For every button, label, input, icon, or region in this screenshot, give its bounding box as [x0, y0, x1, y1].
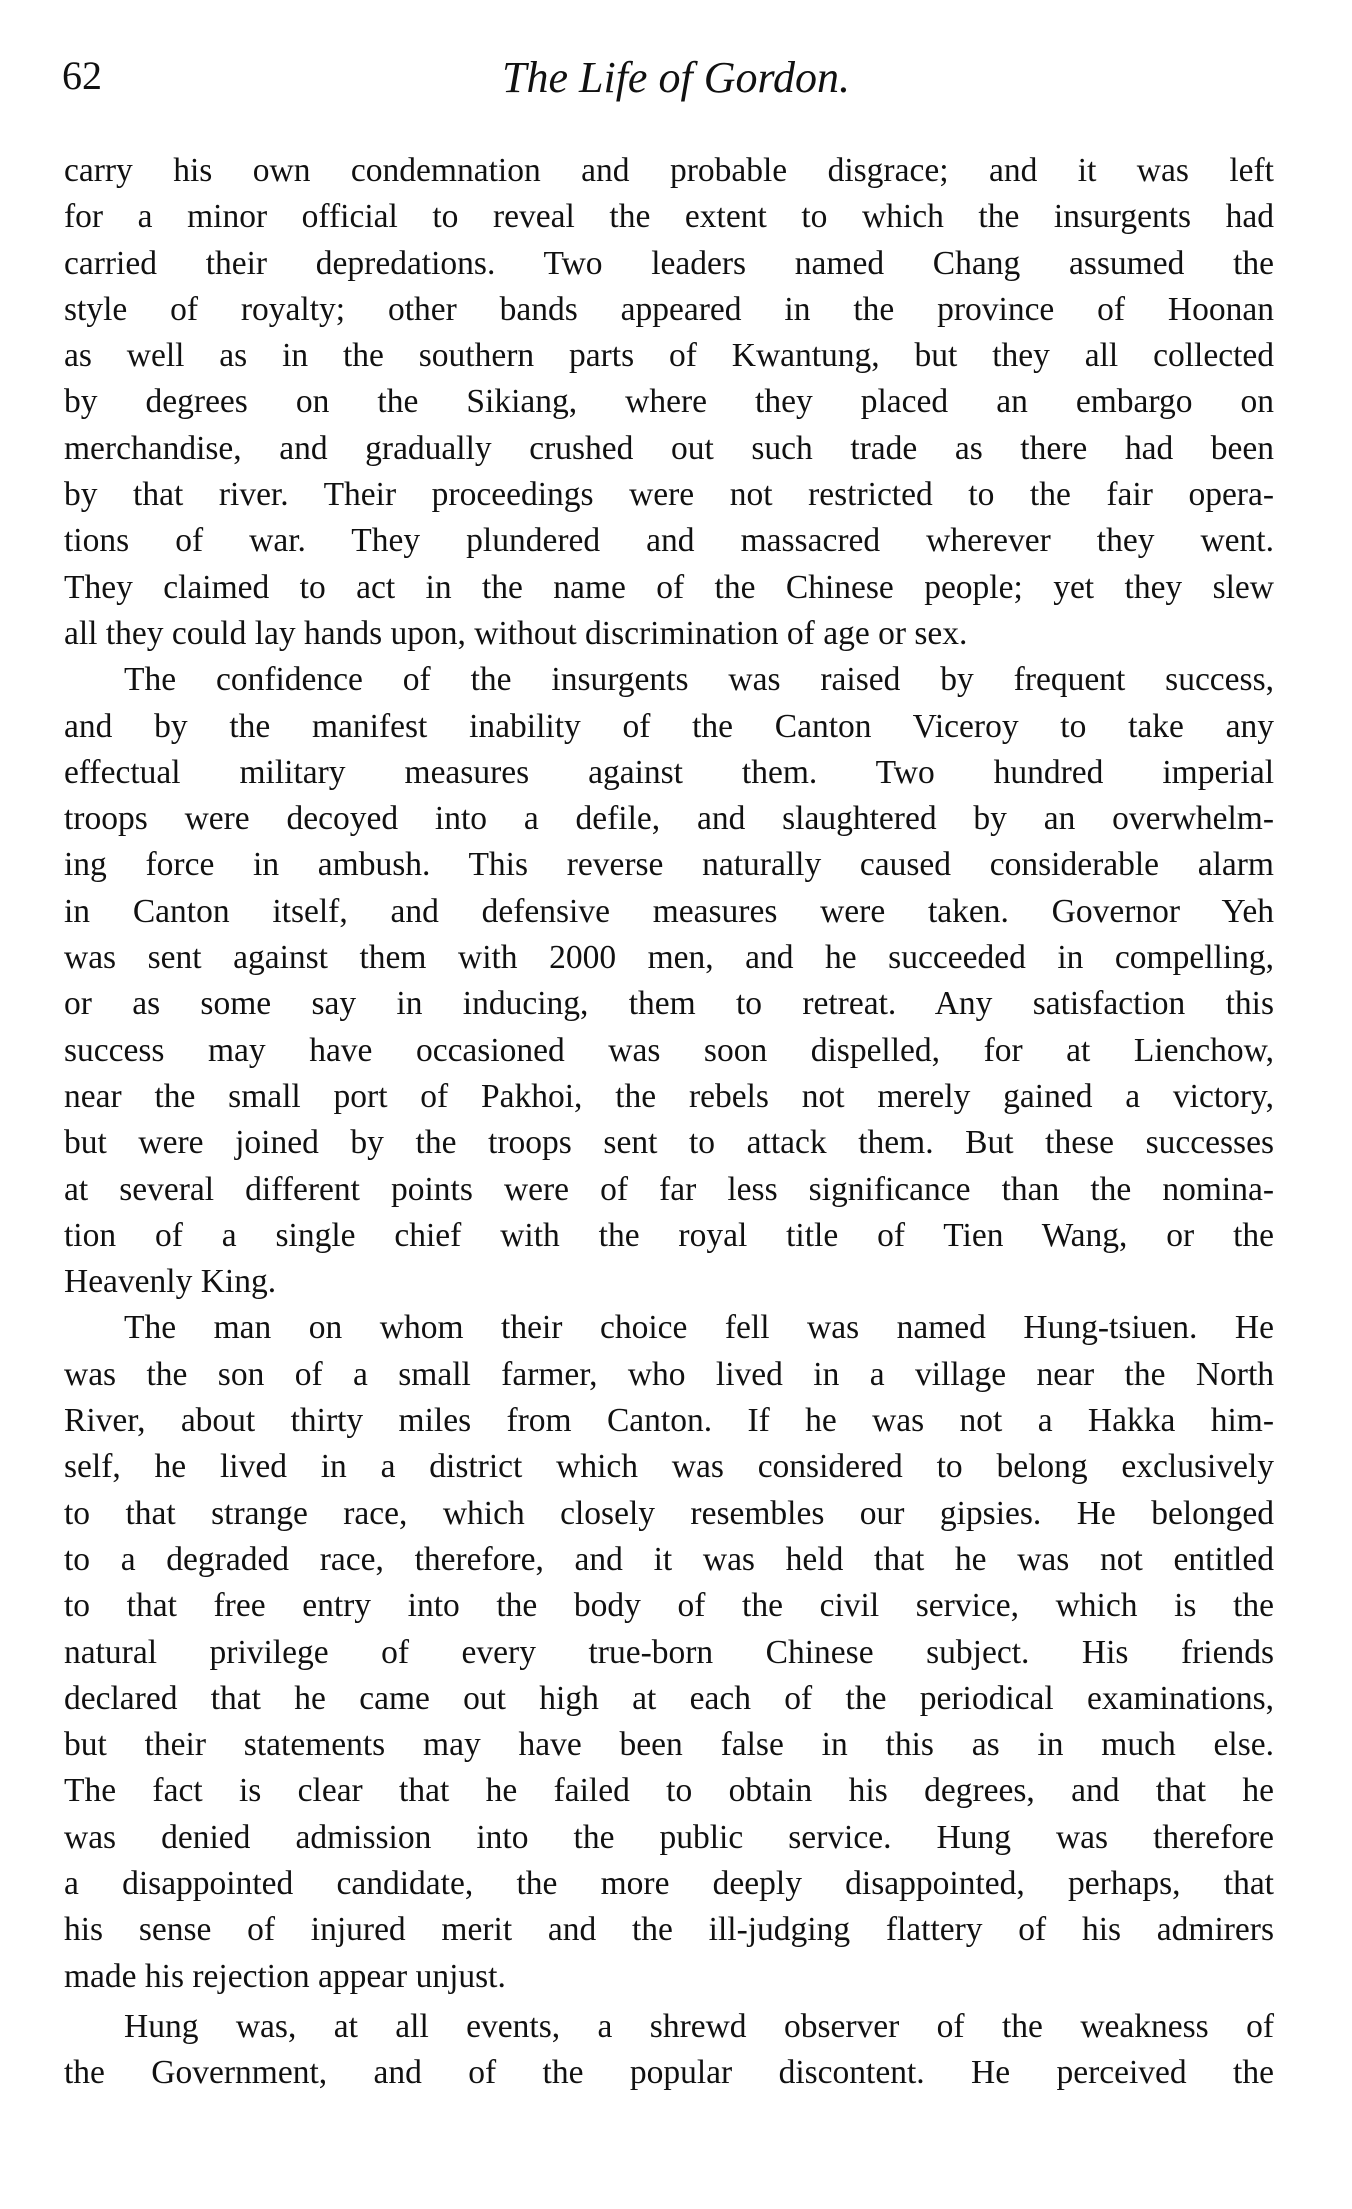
text-line: troops were decoyed into a defile, and slaughtered by an overwhelm- [64, 800, 1274, 838]
text-line: his sense of injured merit and the ill-judging flattery of his admirers [64, 1911, 1274, 1949]
text-line: tions of war. They plundered and massacred wherever they went. [64, 522, 1274, 560]
text-line: tion of a single chief with the royal title of Tien Wang, or the [64, 1216, 1274, 1254]
text-line: The fact is clear that he failed to obtain his degrees, and that he [64, 1772, 1274, 1810]
paragraph [64, 1305, 1274, 1999]
text-line: but were joined by the troops sent to attack them. But these successes [64, 1124, 1274, 1162]
text-line: The man on whom their choice fell was named Hung-tsiuen. He [124, 1309, 1274, 1347]
text-line: natural privilege of every true-born Chinese subject. His friends [64, 1633, 1274, 1671]
text-line: in Canton itself, and defensive measures were taken. Governor Yeh [64, 892, 1274, 930]
text-line: for a minor official to reveal the extent to which the insurgents had [64, 198, 1274, 236]
text-line: by that river. Their proceedings were not restricted to the fair opera- [64, 476, 1274, 514]
text-line: and by the manifest inability of the Canton Viceroy to take any [64, 707, 1274, 745]
text-line: near the small port of Pakhoi, the rebels not merely gained a victory, [64, 1077, 1274, 1115]
text-line: Hung was, at all events, a shrewd observer of the weakness of [124, 2007, 1274, 2045]
running-title: The Life of Gordon. [502, 53, 850, 102]
text-line: to that strange race, which closely resembles our gipsies. He belonged [64, 1494, 1274, 1532]
text-line: Heavenly King. [64, 1263, 277, 1301]
text-line: merchandise, and gradually crushed out such trade as there had been [64, 429, 1274, 467]
text-line: at several different points were of far less significance than the nomina- [64, 1170, 1274, 1208]
paragraph [64, 657, 1274, 1305]
text-line: by degrees on the Sikiang, where they placed an embargo on [64, 383, 1274, 421]
text-line: The confidence of the insurgents was raised by frequent success, [124, 661, 1274, 699]
body-text [64, 148, 1274, 2096]
text-line: self, he lived in a district which was considered to belong exclusively [64, 1448, 1274, 1486]
text-line: all they could lay hands upon, without discrimination of age or sex. [64, 614, 968, 652]
text-line: to a degraded race, therefore, and it was held that he was not entitled [64, 1540, 1274, 1578]
text-line: as well as in the southern parts of Kwantung, but they all collected [64, 337, 1274, 375]
text-line: or as some say in inducing, them to retreat. Any satisfaction this [64, 985, 1274, 1023]
text-line: success may have occasioned was soon dispelled, for at Lienchow, [64, 1031, 1274, 1069]
text-line: a disappointed candidate, the more deeply disappointed, perhaps, that [64, 1864, 1274, 1902]
text-line: style of royalty; other bands appeared in the province of Hoonan [64, 290, 1274, 328]
paragraph [64, 2004, 1274, 2097]
text-line: was denied admission into the public service. Hung was therefore [64, 1818, 1274, 1856]
page-number: 62 [62, 53, 102, 98]
text-line: ing force in ambush. This reverse naturally caused considerable alarm [64, 846, 1274, 884]
text-line: They claimed to act in the name of the Chinese people; yet they slew [64, 568, 1274, 606]
text-line: but their statements may have been false in this as in much else. [64, 1726, 1274, 1764]
text-line: carry his own condemnation and probable disgrace; and it was left [64, 152, 1274, 189]
text-line: was sent against them with 2000 men, and he succeeded in compelling, [64, 939, 1274, 977]
text-line: River, about thirty miles from Canton. If he was not a Hakka him- [64, 1402, 1274, 1440]
text-line: was the son of a small farmer, who lived in a village near the North [64, 1355, 1274, 1393]
paragraph [64, 148, 1274, 657]
text-line: effectual military measures against them. Two hundred imperial [64, 753, 1274, 791]
text-line: made his rejection appear unjust. [64, 1957, 506, 1995]
text-line: carried their depredations. Two leaders named Chang assumed the [64, 244, 1274, 282]
text-line: to that free entry into the body of the civil service, which is the [64, 1587, 1274, 1625]
text-line: the Government, and of the popular discontent. He perceived the [64, 2054, 1274, 2092]
text-line: declared that he came out high at each of the periodical examinations, [64, 1679, 1274, 1717]
